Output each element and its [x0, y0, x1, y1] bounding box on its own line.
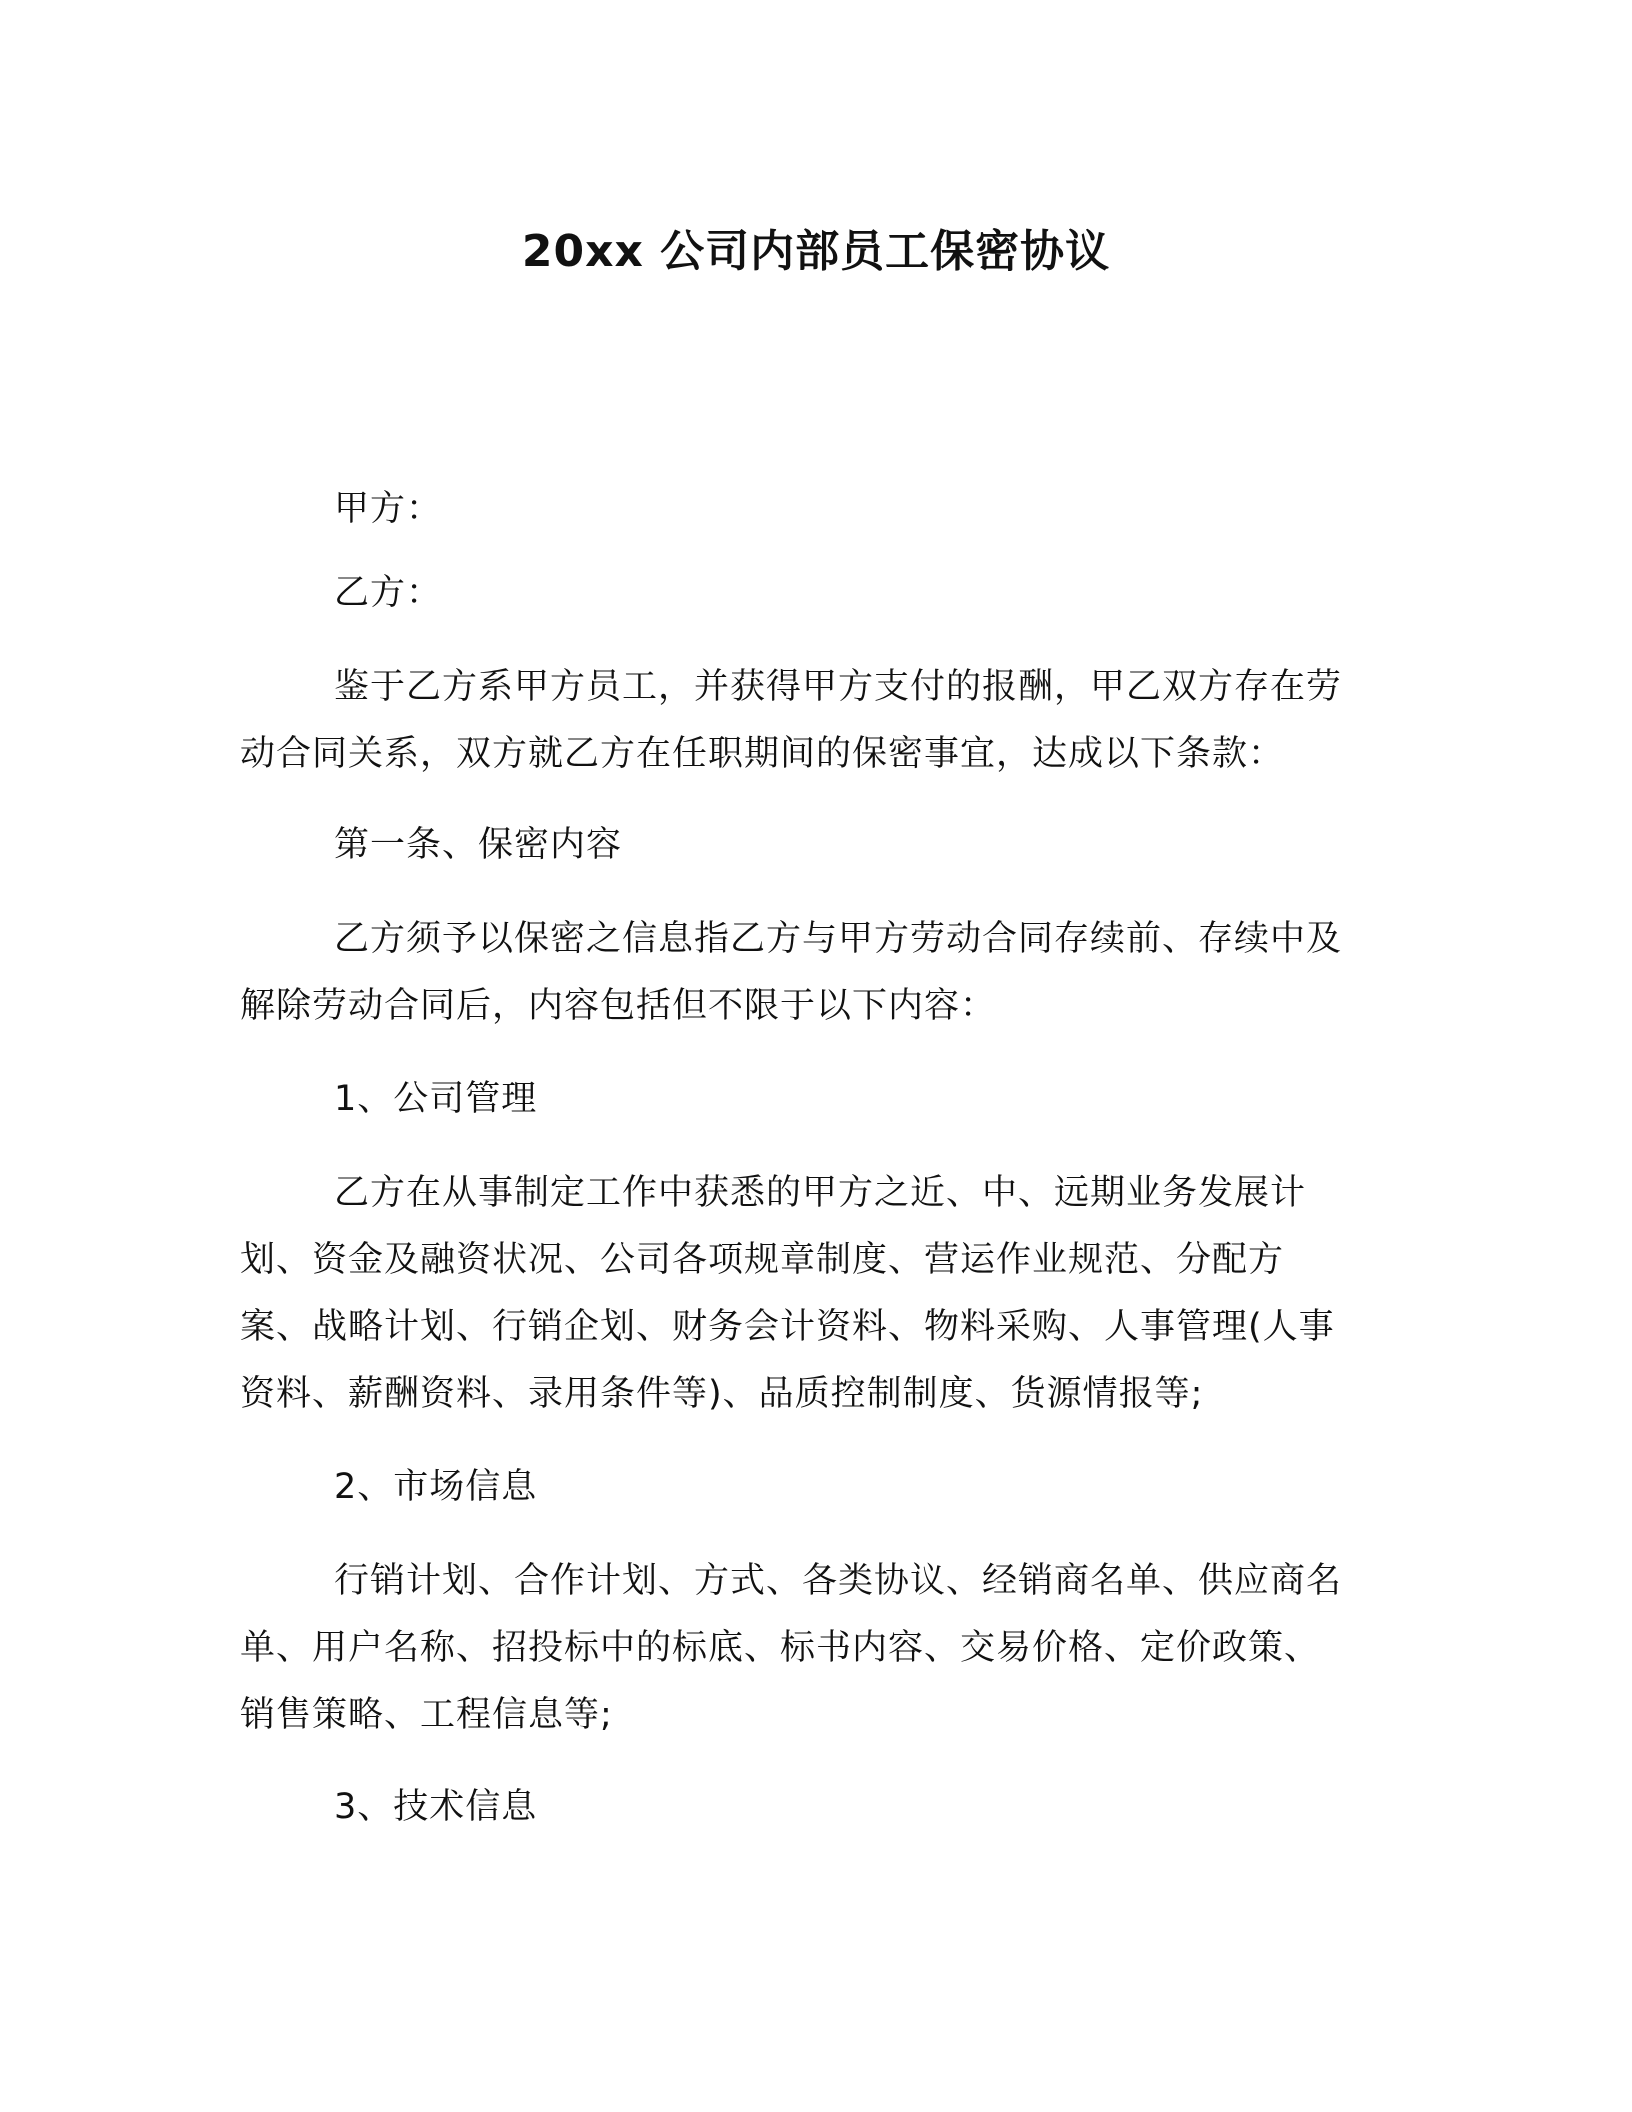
text-line: 资料、薪酬资料、录用条件等)、品质控制制度、货源情报等; [240, 1374, 1204, 1414]
text-line: 3、技术信息 [334, 1787, 538, 1827]
company-management-paragraph [240, 1160, 1372, 1428]
section-3-heading [240, 1774, 1372, 1841]
section-1-heading [240, 1066, 1372, 1133]
text-line: 乙方须予以保密之信息指乙方与甲方劳动合同存续前、存续中及 [334, 919, 1343, 959]
party-a-line [240, 476, 1372, 543]
text-line: 动合同关系，双方就乙方在任职期间的保密事宜，达成以下条款： [240, 734, 1285, 774]
text-line: 解除劳动合同后，内容包括但不限于以下内容： [240, 986, 997, 1026]
text-line: 2、市场信息 [334, 1467, 538, 1507]
text-line: 划、资金及融资状况、公司各项规章制度、营运作业规范、分配方 [240, 1240, 1285, 1280]
party-b-line [240, 560, 1372, 627]
text-line: 单、用户名称、招投标中的标底、标书内容、交易价格、定价政策、 [240, 1628, 1321, 1668]
text-line: 鉴于乙方系甲方员工，并获得甲方支付的报酬，甲乙双方存在劳 [334, 667, 1343, 707]
text-line: 行销计划、合作计划、方式、各类协议、经销商名单、供应商名 [334, 1561, 1343, 1601]
section-2-heading [240, 1454, 1372, 1521]
document-title: 20xx 公司内部员工保密协议 [521, 226, 1111, 277]
text-line: 销售策略、工程信息等; [240, 1695, 613, 1735]
confidential-scope-paragraph [240, 906, 1372, 1040]
text-line: 甲方： [334, 489, 443, 529]
text-line: 乙方： [334, 573, 443, 613]
article-one-heading [240, 812, 1372, 879]
preamble-paragraph [240, 654, 1372, 788]
market-info-paragraph [240, 1548, 1372, 1749]
text-line: 乙方在从事制定工作中获悉的甲方之近、中、远期业务发展计 [334, 1173, 1307, 1213]
text-line: 第一条、保密内容 [334, 825, 623, 865]
text-line: 案、战略计划、行销企划、财务会计资料、物料采购、人事管理(人事 [240, 1307, 1335, 1347]
text-line: 1、公司管理 [334, 1079, 538, 1119]
